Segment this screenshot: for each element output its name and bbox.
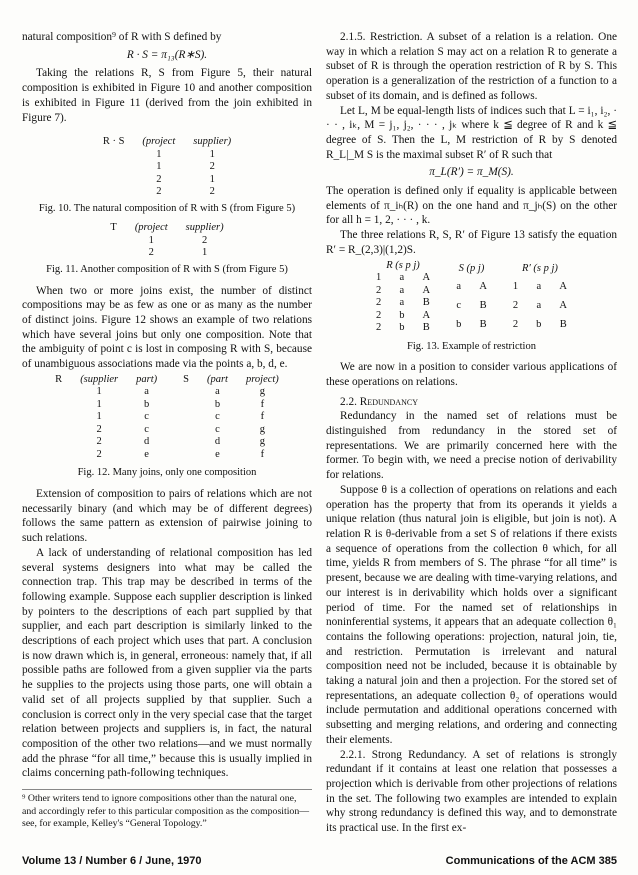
footer-journal-issue: Volume 13 / Number 6 / June, 1970 — [22, 855, 202, 867]
table-row: 2 a B — [375, 297, 430, 309]
left-column — [22, 30, 312, 831]
figure-13-s-table — [447, 260, 496, 335]
paragraph: The three relations R, S, R′ of Figure 13 satisfy the equation R′ = R_(2,3)|(1,2)S. — [326, 229, 617, 256]
figure-12 — [22, 372, 312, 464]
table-row: 2 c — [96, 423, 149, 435]
figure-12-s-table — [174, 374, 288, 462]
figure-caption: Fig. 13. Example of restriction — [407, 340, 536, 352]
figure-12-r-table — [46, 374, 166, 462]
figure-caption: Fig. 10. The natural composition of R with S (from Figure 5) — [38, 202, 296, 214]
paragraph: A lack of understanding of relational composition has led several systems designers into what may be called the connection trap. This trap may be described in terms of the following example. Suppose each supplier description is linked by pointers to the descriptions of each part supplied by that supplier, and each part description is similarly linked to the descriptions of each project which uses that part. A conclusion is now drawn which is, in general, erroneous: namely that, if all possible paths are followed from a given supplier via the parts he supplies to the projects using those parts, one will obtain a valid set of all projects supplied by that supplier. Such a conclusion is correct only in the very special case that the target relation between projects and suppliers is, in fact, the natural composition of the other two relations—and we must normally add the phrase “for all time,” because this is usually implied in claims concerning path-following techniques. — [22, 546, 312, 780]
table-row: 2 b B — [512, 318, 567, 330]
column-header: project) — [245, 373, 279, 385]
table-row: 1 1 — [156, 148, 215, 160]
column-header: part) — [136, 373, 158, 385]
table-row: 1 b — [96, 398, 150, 410]
paragraph: We are now in a position to consider various applications of these operations on relations. — [326, 361, 617, 388]
column-header: supplier) — [193, 136, 232, 148]
paragraph: 2.1.5. Restriction. A subset of a relation is a relation. One way in which a relation S may act on a relation R to generate a subset of R is through the operation restriction of R by S. This operation is a generalization of the restriction of a function to a subset of its domain, and is defined as follows. — [326, 31, 617, 102]
column-header: S (p j) — [458, 262, 485, 274]
figure-13-r-table — [367, 260, 439, 335]
figure-13-rprime-table — [504, 260, 576, 335]
relation-name: T — [110, 222, 117, 234]
table-row: 1 2 — [156, 161, 215, 173]
table-row: 2 a A — [512, 300, 568, 312]
table-row: 2 b A — [375, 309, 431, 321]
table-row: b f — [214, 398, 265, 410]
relation-name: R · S — [102, 136, 125, 148]
table-row: a g — [215, 386, 265, 398]
table-row: d g — [214, 436, 265, 448]
table-row: 2 e — [96, 448, 149, 460]
paragraph: The operation is defined only if equality is applicable between elements of π_iₕ(R) on the one hand and π_jₕ(S) on the other for all h = 1, 2, · · · , k. — [326, 185, 617, 227]
figure-10-table — [94, 136, 240, 199]
footnote: ⁹ Other writers tend to ignore compositions other than the natural one, and accordingly refer to this particular composition as the composition—see, for example, Kelley's “General Topology.” — [22, 789, 312, 831]
table-row: c B — [456, 300, 487, 312]
paragraph: Redundancy in the named set of relations must be distinguished from redundancy in the stored set of representations. We are primarily concerned here with the former. To begin with, we need a precise notion of derivability for relations. — [326, 410, 617, 482]
table-row: e f — [215, 448, 265, 460]
equation: π_L(R′) = π_M(S). — [429, 166, 514, 179]
footer-journal-page: Communications of the ACM 385 — [445, 855, 617, 867]
table-row: c g — [215, 423, 265, 435]
paragraph: Suppose θ is a collection of operations on relations and each operation has the property that from its operands it yields a unique relation (thus natural join is eligible, but join is not). A relation R is θ-derivable from a set S of relations if there exists a sequence of operations from the collection θ which, for all time, yields R from members of S. The phrase “for all time” is present, because we are dealing with time-varying relations, and our interest is in derivability which holds over a significant period of time. For the named set of relationships in noninferential systems, it appears that an adequate collection θ₁ contains the following operations: projection, natural join, tie, and restriction. Permutation is irrelevant and natural composition need not be included, because it is obtainable by taking a natural join and then a projection. For the stored set of representations, an adequate collection θ₂ of operations would include permutation and additional operations concerned with subsetting and merging relations, and ordering and connecting their elements. — [326, 483, 617, 746]
relation-name: R — [55, 373, 63, 385]
column-header: (project — [142, 136, 176, 148]
table-row: 1 a — [96, 386, 149, 398]
paragraph: Taking the relations R, S from Figure 5, their natural composition is exhibited in Figure 10 and another composition is exhibited in Figure 11 (derived from the join exhibited in Figure 7). — [22, 67, 312, 124]
paragraph: When two or more joins exist, the number of distinct compositions may be as few as one or as many as the number of distinct joins. Figure 12 shows an example of two relations which have several joins but only one composition. Note that the ambiguity of point c is lost in composing R with S, because of unambiguous associations made via the points a, b, d, e. — [22, 284, 312, 371]
equation: R · S = π₁₃(R∗S). — [126, 48, 208, 61]
table-row: 2 1 — [148, 247, 208, 259]
table-row: 1 a A — [512, 281, 568, 293]
column-header: R′ (s p j) — [522, 262, 558, 274]
column-header: supplier) — [185, 222, 224, 234]
table-row: 1 2 — [148, 234, 208, 246]
figure-11-table — [101, 222, 232, 260]
table-row: 2 d — [96, 436, 150, 448]
table-row: a A — [456, 281, 487, 293]
table-row: 2 b B — [375, 322, 430, 334]
table-row: 1 c — [96, 411, 149, 423]
table-row: 2 a A — [375, 284, 431, 296]
paragraph: Let L, M be equal-length lists of indices such that L = i₁, i₂, · · · , iₖ, M = j₁, j₂, · · · , jₖ where k ≦ degree of R and k ≦ degree of S. Then the L, M restriction of R by S denoted R_L|_M S is the maximal subset R′ of R such that — [326, 104, 617, 161]
section-heading: 2.2. Redundancy — [340, 395, 418, 408]
figure-caption: Fig. 12. Many joins, only one composition — [77, 467, 257, 479]
column-header: R (s p j) — [386, 259, 420, 271]
table-row: c f — [215, 411, 265, 423]
table-row: 1 a A — [375, 272, 431, 284]
paragraph: 2.2.1. Strong Redundancy. A set of relations is strongly redundant if it contains at least one relation that possesses a projection which is derivable from other projections of relations in the set. The following two examples are intended to explain why strong redundancy is defined this way, and to demonstrate its practical use. In the first ex- — [326, 748, 617, 835]
table-row: b B — [456, 318, 487, 330]
figure-caption: Fig. 11. Another composition of R with S (from Figure 5) — [46, 263, 288, 275]
table-row: 2 2 — [156, 186, 215, 198]
paragraph: natural composition⁹ of R with S defined by — [22, 31, 222, 43]
column-header: (project — [134, 222, 168, 234]
right-column — [326, 30, 617, 836]
column-header: (part — [206, 373, 228, 385]
paragraph: Extension of composition to pairs of relations which are not necessarily binary (and which may be of different degrees) follows the same pattern as extension of pairwise joining to such relations. — [22, 488, 312, 545]
figure-13 — [326, 258, 617, 337]
column-header: (supplier — [80, 373, 119, 385]
table-row: 2 1 — [156, 173, 215, 185]
relation-name: S — [183, 373, 189, 385]
